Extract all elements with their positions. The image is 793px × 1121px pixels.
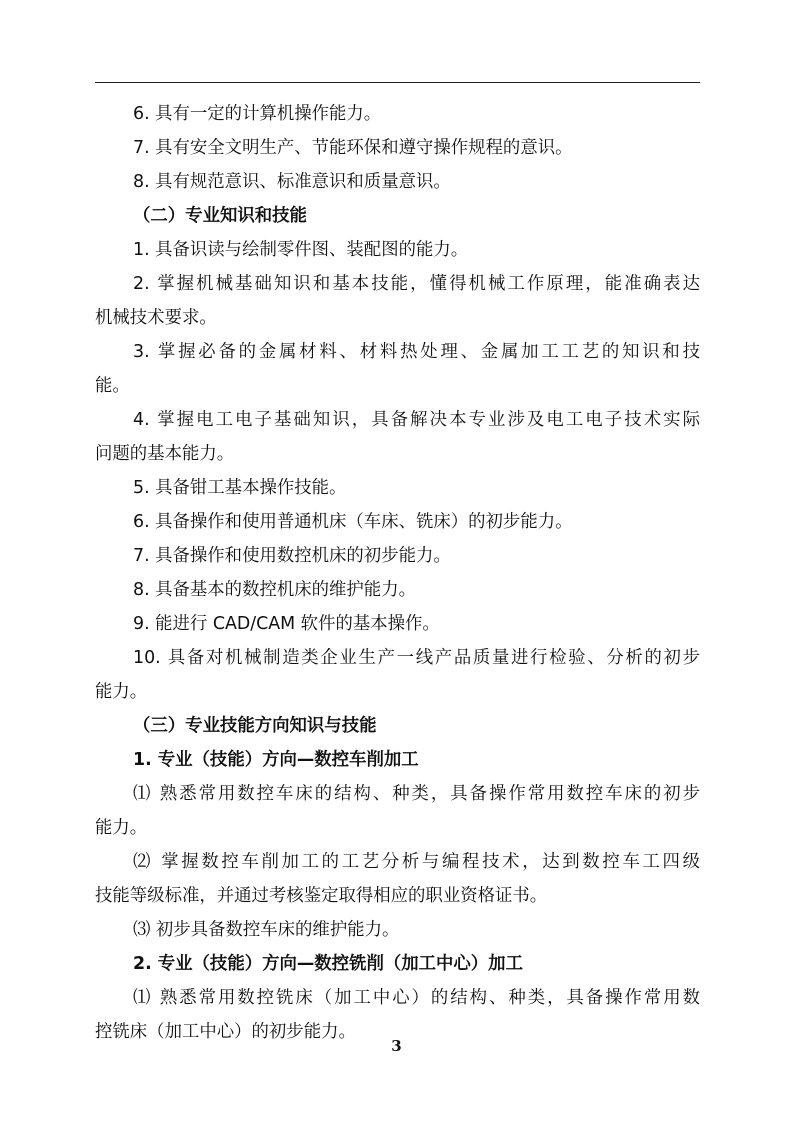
page-number: 3 <box>391 1037 402 1055</box>
paragraph-line: 9. 能进行 CAD/CAM 软件的基本操作。 <box>133 614 440 634</box>
paragraph-line: 6. 具备操作和使用普通机床（车床、铣床）的初步能力。 <box>133 512 573 532</box>
paragraph-line: 1. 具备识读与绘制零件图、装配图的能力。 <box>133 240 469 260</box>
paragraph-line: 能力。 <box>95 818 148 838</box>
document-body <box>95 97 700 1049</box>
paragraph-line: 问题的基本能力。 <box>95 444 235 464</box>
paragraph-line: 4. 掌握电工电子基础知识，具备解决本专业涉及电工电子技术实际 <box>133 410 700 430</box>
paragraph-line: 8. 具备基本的数控机床的维护能力。 <box>133 580 416 600</box>
paragraph-line: 7. 具有安全文明生产、节能环保和遵守操作规程的意识。 <box>133 138 573 158</box>
paragraph-line: 10. 具备对机械制造类企业生产一线产品质量进行检验、分析的初步 <box>133 648 700 668</box>
section-heading: （三）专业技能方向知识与技能 <box>133 716 377 736</box>
paragraph-line: 能。 <box>95 376 130 396</box>
paragraph-line: ⑶ 初步具备数控车床的维护能力。 <box>133 920 400 940</box>
paragraph-line: 能力。 <box>95 682 148 702</box>
paragraph-line: 6. 具有一定的计算机操作能力。 <box>133 104 382 124</box>
paragraph-line: 3. 掌握必备的金属材料、材料热处理、金属加工工艺的知识和技 <box>133 342 700 362</box>
header-rule <box>95 82 700 83</box>
section-heading: 1. 专业（技能）方向—数控车削加工 <box>133 750 419 770</box>
paragraph-line: ⑵ 掌握数控车削加工的工艺分析与编程技术，达到数控车工四级 <box>133 852 700 872</box>
paragraph-line: 机械技术要求。 <box>95 308 217 328</box>
paragraph-line: 7. 具备操作和使用数控机床的初步能力。 <box>133 546 451 566</box>
paragraph-line: 8. 具有规范意识、标准意识和质量意识。 <box>133 172 451 192</box>
section-heading: （二）专业知识和技能 <box>133 206 307 226</box>
section-heading: 2. 专业（技能）方向—数控铣削（加工中心）加工 <box>133 954 523 974</box>
paragraph-line: ⑴ 熟悉常用数控铣床（加工中心）的结构、种类，具备操作常用数 <box>133 988 700 1008</box>
paragraph-line: ⑴ 熟悉常用数控车床的结构、种类，具备操作常用数控车床的初步 <box>133 784 700 804</box>
paragraph-line: 控铣床（加工中心）的初步能力。 <box>95 1022 356 1042</box>
paragraph-line: 2. 掌握机械基础知识和基本技能，懂得机械工作原理，能准确表达 <box>133 274 700 294</box>
paragraph-line: 5. 具备钳工基本操作技能。 <box>133 478 347 498</box>
paragraph-line: 技能等级标准，并通过考核鉴定取得相应的职业资格证书。 <box>95 886 548 906</box>
